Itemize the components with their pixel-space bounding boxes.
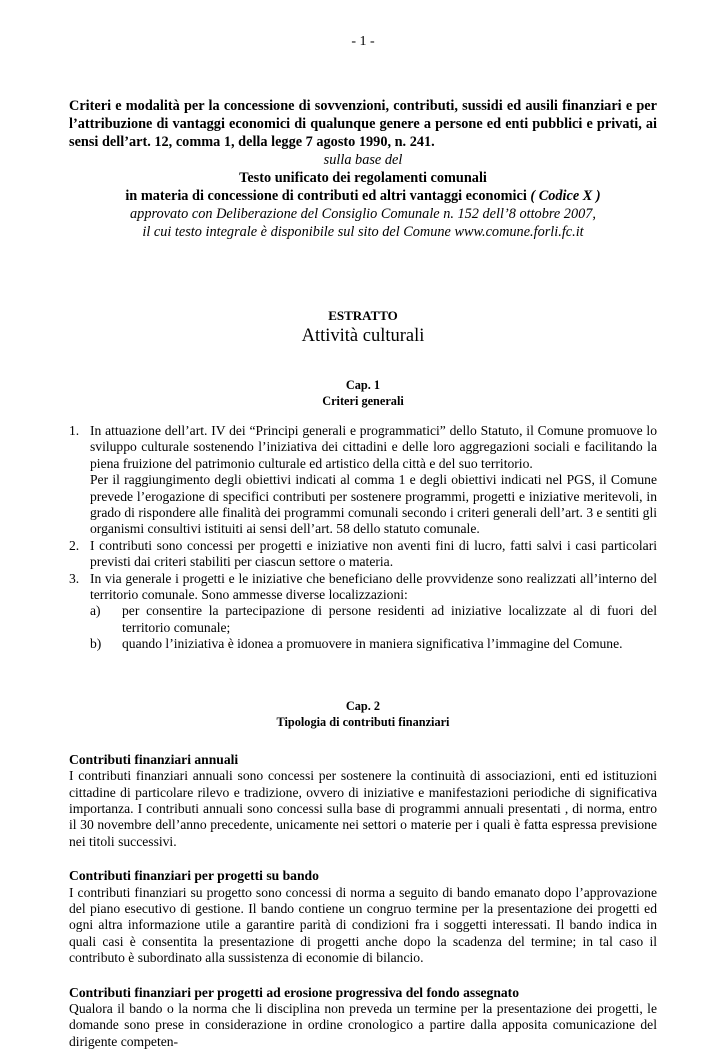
section-erosione (69, 985, 657, 1050)
item-paragraph: Per il raggiungimento degli obiettivi indicati al comma 1 e degli obiettivi indicati nel PGS, il Comune prevede l’erogazione di specifici contributi per sostenere programmi, progetti e iniziative meritevoli, in grado di rispondere alle finalità dei programmi comunali secondo i criteri generali dell’art. 3 e sentiti gli organismi consultivi istituiti ai sensi dell’art. 58 dello statuto comunale. (90, 472, 657, 537)
chapter-2-title: Tipologia di contributi finanziari (276, 714, 450, 729)
page-number: - 1 - (351, 34, 375, 49)
section-bando (69, 868, 657, 966)
section-heading: Contributi finanziari per progetti su bando (69, 868, 319, 884)
item-paragraph: I contributi sono concessi per progetti e iniziative non aventi fini di lucro, fatti salvi i casi particolari previsti dai criteri stabiliti per ciascun settore o materia. (90, 537, 657, 570)
testo-unificato-line: Testo unificato dei regolamenti comunali (239, 170, 487, 186)
document-page (69, 34, 657, 1050)
estratto-label: ESTRATTO (328, 308, 398, 323)
section-heading: Contributi finanziari annuali (69, 751, 239, 767)
item-paragraph: In attuazione dell’art. IV dei “Principi generali e programmatici” dello Statuto, il Comune promuove lo sviluppo culturale sostenendo l’iniziativa dei cittadini e delle loro aggregazioni sociali e facilitando la piena fruizione del patrimonio culturale ed artistico della città e del suo territorio. (90, 423, 657, 471)
sub-item-letter: b) (90, 636, 102, 652)
materia-line (69, 187, 657, 205)
codice-label: ( Codice X ) (530, 188, 601, 204)
sulla-base-line: sulla base del (323, 152, 403, 168)
sub-list-item (90, 636, 657, 652)
section-subtitle: Attività culturali (301, 326, 425, 346)
section-text: I contributi finanziari su progetto sono concessi di norma a seguito di bando emanato dopo l’approvazione del piano esecutivo di gestione. Il bando contiene un congruo termine per la presentazione dei progetti ed ogni altra informazione utile a garantire parità di condizioni fra i soggetti interessati. Il bando indica in quali casi è consentita la presentazione di progetti anche dopo la scadenza del termine; in tal caso il contributo è subordinato alla sussistenza di economie di bilancio. (69, 884, 657, 966)
materia-text: in materia di concessione di contributi ed altri vantaggi economici (125, 188, 527, 204)
chapter-1-number: Cap. 1 (345, 378, 381, 392)
chapter-2-number: Cap. 2 (345, 698, 381, 713)
sub-list (90, 603, 657, 652)
disponibile-line: il cui testo integrale è disponibile sul sito del Comune www.comune.forli.fc.it (142, 224, 584, 240)
sub-item-text: quando l’iniziativa è idonea a promuovere in maniera significativa l’immagine del Comune. (122, 636, 623, 652)
sub-item-letter: a) (90, 603, 101, 619)
list-item (69, 423, 657, 538)
item-number: 1. (69, 423, 80, 438)
section-annual (69, 752, 657, 850)
section-text: Qualora il bando o la norma che li disciplina non preveda un termine per la presentazione dei progetti, le domande sono prese in considerazione in ordine cronologico a partire dalla apposita comunicazione del dirigente competen- (69, 1000, 657, 1049)
chapter-2-heading (69, 698, 657, 730)
item-number: 3. (69, 570, 80, 586)
list-item (69, 571, 657, 653)
chapter-1-heading (69, 377, 657, 409)
section-text: I contributi finanziari annuali sono concessi per sostenere la continuità di associazioni, enti ed istituzioni cittadine di particolare rilevo e tradizione, ovvero di iniziative e manifestazioni periodiche di significativa importanza. I contributi annuali sono concessi sulla base di programmi annuali presentati , di norma, entro il 30 novembre dell’anno precedente, unicamente nei settori o materie per i quali è fatta espressa previsione nei titoli successivi. (69, 768, 657, 849)
approvato-line: approvato con Deliberazione del Consiglio Comunale n. 152 dell’8 ottobre 2007, (130, 206, 596, 222)
document-title: Criteri e modalità per la concessione di sovvenzioni, contributi, sussidi ed ausili finanziari e per l’attribuzione di vantaggi economici di qualunque genere a persone ed enti pubblici e privati, ai sensi dell’art. 12, comma 1, della legge 7 agosto 1990, n. 241. (69, 98, 657, 150)
item-paragraph: In via generale i progetti e le iniziative che beneficiano delle provvidenze sono realizzati all’interno del territorio comunale. Sono ammesse diverse localizzazioni: (90, 570, 657, 603)
section-heading: Contributi finanziari per progetti ad erosione progressiva del fondo assegnato (69, 984, 519, 1000)
chapter-1-title: Criteri generali (322, 394, 404, 408)
sub-item-text: per consentire la partecipazione di persone residenti ad iniziative localizzate al di fuori del territorio comunale; (122, 603, 657, 635)
item-number: 2. (69, 537, 80, 553)
estratto-block (69, 307, 657, 347)
sub-list-item (90, 603, 657, 636)
list-item (69, 538, 657, 571)
chapter-1-list (69, 423, 657, 653)
